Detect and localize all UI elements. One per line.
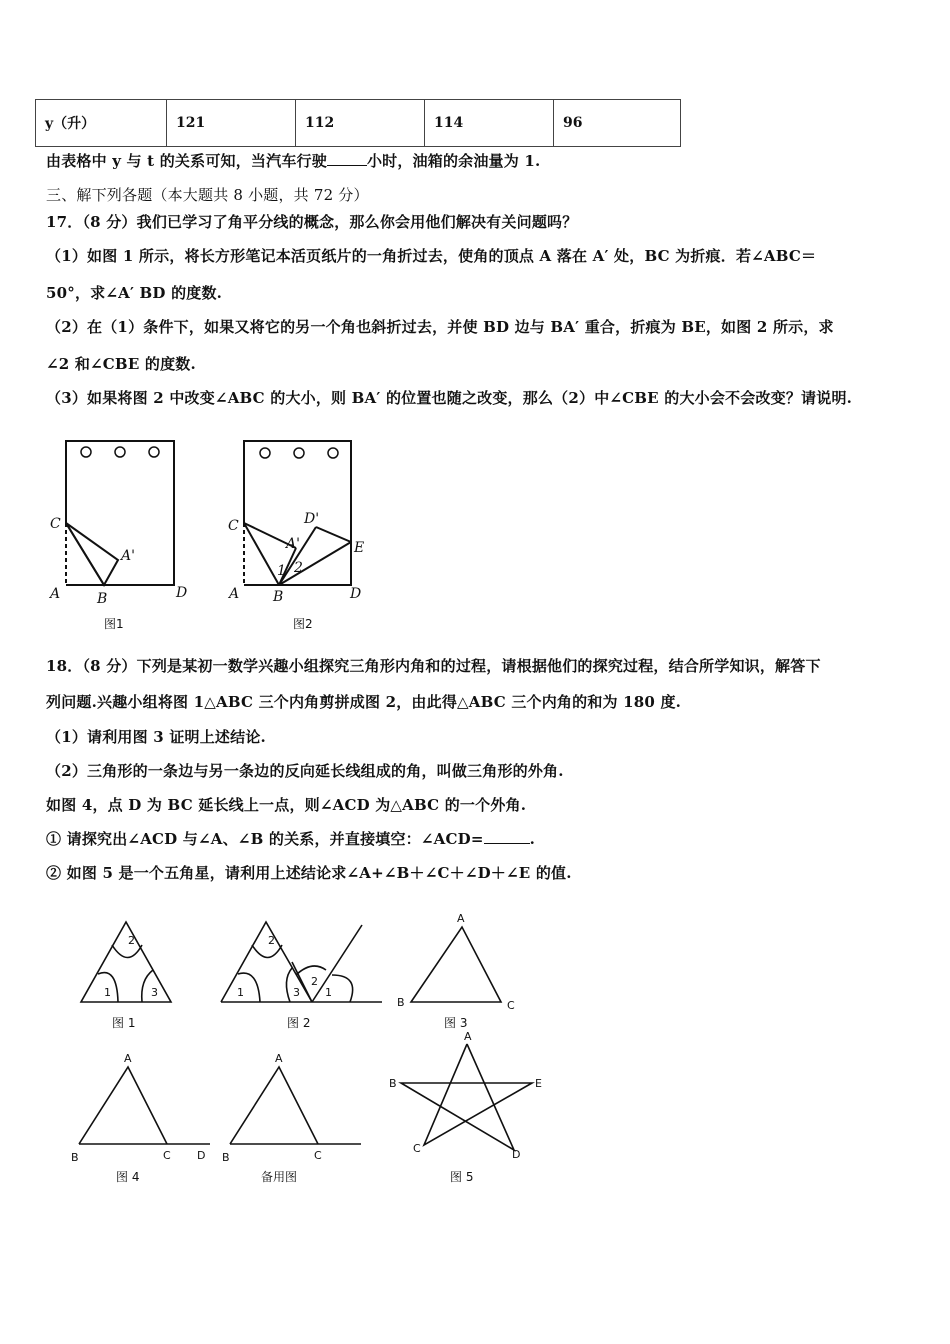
fig2-label-a-prime: A' (286, 536, 300, 552)
fig18-5-label-d: D (512, 1148, 521, 1161)
fig18-4-caption: 图 4 (116, 1170, 140, 1184)
figure-18-5 (401, 1044, 532, 1150)
q18-part2: （2）三角形的一条边与另一条边的反向延长线组成的角，叫做三角形的外角. (46, 762, 564, 780)
fig1-caption: 图1 (104, 617, 124, 631)
section-heading: 三、解下列各题（本大题共 8 小题，共 72 分） (46, 186, 369, 204)
fig1-label-a: A (50, 586, 61, 602)
fig18-2-angle-1b: 1 (325, 986, 332, 999)
q16-tail-part2: 小时，油箱的余油量为 1. (366, 152, 541, 170)
fig18-2-angle-3: 3 (293, 986, 300, 999)
q18-part5: ② 如图 5 是一个五角星，请利用上述结论求∠A+∠B＋∠C＋∠D＋∠E 的值. (46, 864, 572, 882)
table-cell: 114 (425, 100, 554, 147)
fig1-label-c: C (50, 516, 61, 532)
fig18-4-label-a: A (124, 1052, 132, 1065)
fig1-label-a-prime: A' (121, 548, 135, 564)
q18-part4-end: . (529, 830, 536, 848)
fig18-2-angle-1: 1 (237, 986, 244, 999)
q17-part1: （1）如图 1 所示，将长方形笔记本活页纸片的一角折过去，使角的顶点 A 落在 A′ 处，BC 为折痕．若∠ABC＝ (46, 247, 817, 265)
fig2-label-d-prime: D' (304, 511, 320, 527)
fig18-1-angle-1: 1 (104, 986, 111, 999)
fig1-label-d: D (176, 585, 188, 601)
fig18-2-angle-2: 2 (268, 934, 275, 947)
q18-part3: 如图 4，点 D 为 BC 延长线上一点，则∠ACD 为△ABC 的一个外角. (46, 796, 527, 814)
q17-part2: （2）在（1）条件下，如果又将它的另一个角也斜折过去，并使 BD 边与 BA′ 重合，折痕为 BE，如图 2 所示，求 (46, 318, 834, 336)
fig18-2-caption: 图 2 (287, 1016, 311, 1030)
fig2-label-c: C (228, 518, 239, 534)
table-row-label: y（升） (36, 100, 167, 147)
q17-heading: 17．（8 分）我们已学习了角平分线的概念，那么你会用他们解决有关问题吗？ (46, 213, 578, 231)
fig18-1-angle-3: 3 (151, 986, 158, 999)
fig2-label-a: A (229, 586, 240, 602)
q17-part1-cont: 50°，求∠A′ BD 的度数. (46, 284, 223, 302)
fig2-label-e: E (354, 540, 365, 556)
fig18-4-label-b: B (71, 1151, 79, 1164)
figure-18-2 (221, 922, 382, 1002)
q18-part4-text: ① 请探究出∠ACD 与∠A、∠B 的关系，并直接填空：∠ACD= (46, 830, 484, 848)
q16-tail-part1: 由表格中 y 与 t 的关系可知，当汽车行驶 (46, 152, 327, 170)
figure-18-spare (230, 1067, 361, 1144)
fig2-caption: 图2 (293, 617, 313, 631)
fig18-spare-label-c: C (314, 1149, 322, 1162)
fig18-3-label-a: A (457, 912, 465, 925)
fig18-5-label-a: A (464, 1030, 472, 1043)
fig18-4-label-c: C (163, 1149, 171, 1162)
q18-heading-cont: 列问题.兴趣小组将图 1△ABC 三个内角剪拼成图 2，由此得△ABC 三个内角的和为 180 度. (46, 693, 682, 711)
fig18-5-label-c: C (413, 1142, 421, 1155)
fig18-spare-label-a: A (275, 1052, 283, 1065)
table-cell: 96 (554, 100, 681, 147)
fig18-2-angle-2b: 2 (311, 975, 318, 988)
fig18-5-label-e: E (535, 1077, 542, 1090)
fig1-label-b: B (97, 591, 108, 607)
fig2-angle-1: 1 (277, 563, 286, 579)
q18-heading: 18．（8 分）下列是某初一数学兴趣小组探究三角形内角和的过程，请根据他们的探究过程，结合所学知识，解答下 (46, 657, 821, 675)
figure-18-3 (411, 927, 501, 1002)
fig18-3-caption: 图 3 (444, 1016, 468, 1030)
fig18-1-angle-2: 2 (128, 934, 135, 947)
fig2-label-b: B (273, 589, 284, 605)
fig18-3-label-b: B (397, 996, 405, 1009)
fig18-3-label-c: C (507, 999, 515, 1012)
fig18-1-caption: 图 1 (112, 1016, 136, 1030)
q18-part1: （1）请利用图 3 证明上述结论. (46, 728, 266, 746)
table-cell: 112 (296, 100, 425, 147)
fig18-4-label-d: D (197, 1149, 206, 1162)
table-cell: 121 (167, 100, 296, 147)
fig18-spare-label-b: B (222, 1151, 230, 1164)
q17-part2-cont: ∠2 和∠CBE 的度数. (46, 355, 196, 373)
fig18-5-caption: 图 5 (450, 1170, 474, 1184)
figure-18-4 (79, 1067, 210, 1144)
q17-part3: （3）如果将图 2 中改变∠ABC 的大小，则 BA′ 的位置也随之改变，那么（2）中∠CBE 的大小会不会改变？请说明. (46, 389, 853, 407)
fig18-5-label-b: B (389, 1077, 397, 1090)
fig18-spare-caption: 备用图 (261, 1170, 298, 1184)
fig2-angle-2: 2 (294, 560, 303, 576)
fig2-label-d: D (350, 586, 362, 602)
